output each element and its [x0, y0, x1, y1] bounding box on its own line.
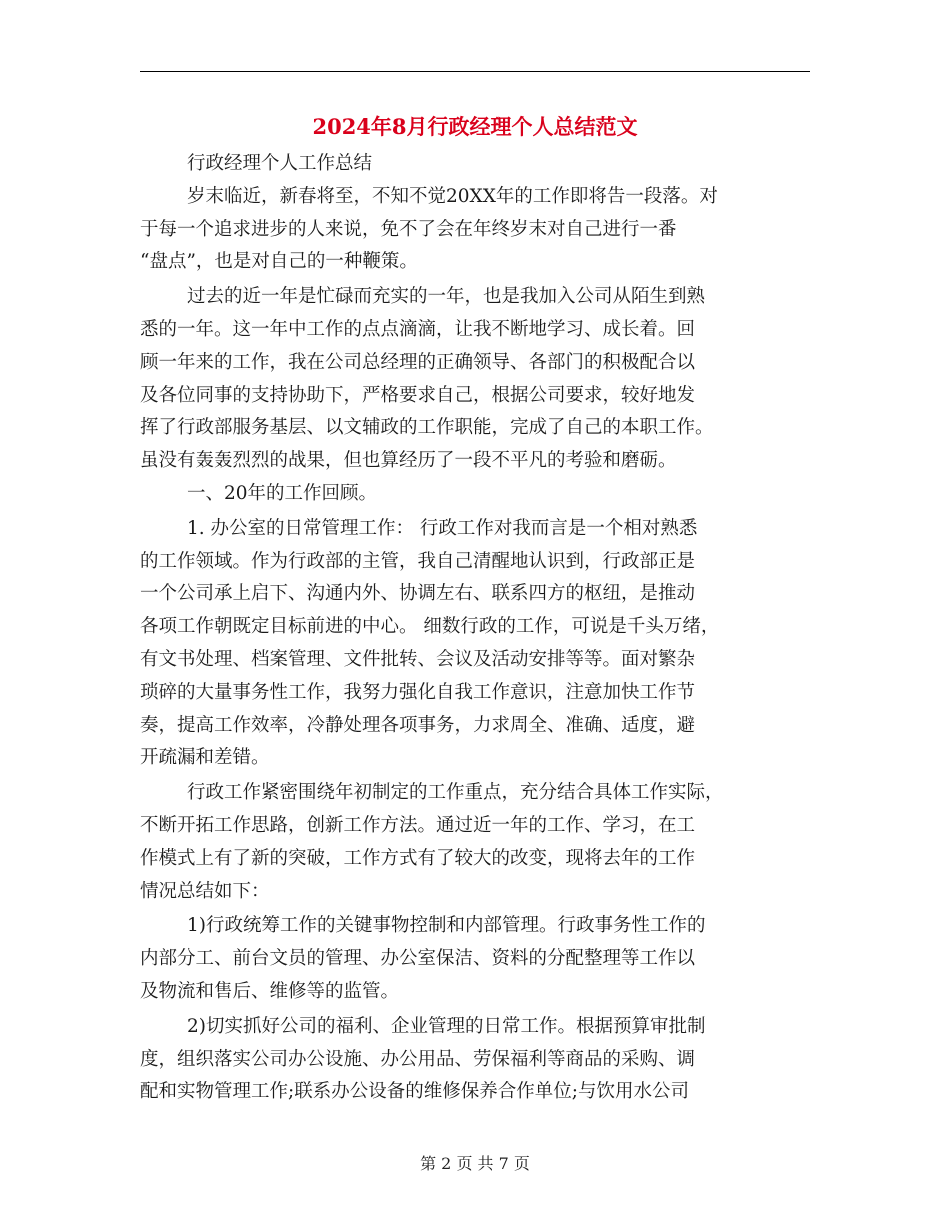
paragraph-office-management: [140, 513, 812, 775]
text-line: 度，组织落实公司办公设施、办公用品、劳保福利等商品的采购、调: [140, 1048, 696, 1070]
text-line: 有文书处理、档案管理、文件批转、会议及活动安排等等。面对繁杂: [140, 648, 696, 670]
text-line: 行政经理个人工作总结: [187, 153, 373, 174]
paragraph-item-1: [140, 910, 812, 1008]
text-line: 及各位同事的支持协助下，严格要求自己，根据公司要求，较好地发: [140, 384, 696, 406]
text-line: 作模式上有了新的突破，工作方式有了较大的改变，现将去年的工作: [140, 847, 696, 869]
text-line: 配和实物管理工作;联系办公设备的维修保养合作单位;与饮用水公司: [140, 1081, 689, 1103]
paragraph-work-focus: [140, 777, 812, 908]
text-line: 及物流和售后、维修等的监管。: [140, 980, 400, 1002]
text-line: 情况总结如下：: [140, 880, 270, 902]
text-line: 内部分工、前台文员的管理、办公室保洁、资料的分配整理等工作以: [140, 948, 696, 970]
text-line: 顾一年来的工作，我在公司总经理的正确领导、各部门的积极配合以: [140, 351, 696, 373]
text-line: 一个公司承上启下、沟通内外、协调左右、联系四方的枢纽，是推动: [140, 583, 696, 605]
text-line: 过去的近一年是忙碌而充实的一年，也是我加入公司从陌生到熟: [187, 286, 706, 308]
text-line: 虽没有轰轰烈烈的战果，但也算经历了一段不平凡的考验和磨砺。: [140, 450, 677, 472]
text-line: 开疏漏和差错。: [140, 747, 270, 769]
text-line: 琐碎的大量事务性工作，我努力强化自我工作意识，注意加快工作节: [140, 681, 696, 703]
text-line: 岁末临近，新春将至，不知不觉20XX年的工作即将告一段落。对: [187, 185, 718, 207]
text-line: 2)切实抓好公司的福利、企业管理的日常工作。根据预算审批制: [187, 1015, 706, 1037]
text-line: 悉的一年。这一年中工作的点点滴滴，让我不断地学习、成长着。回: [140, 318, 696, 340]
text-line: 一、20年的工作回顾。: [187, 482, 378, 504]
page-number: 第 2 页 共 7 页: [420, 1154, 530, 1173]
text-line: “盘点”，也是对自己的一种鞭策。: [140, 251, 418, 273]
text-line: 的工作领域。作为行政部的主管，我自己清醒地认识到，行政部正是: [140, 550, 696, 572]
header-rule: [140, 71, 810, 72]
paragraph-item-2: [140, 1011, 812, 1109]
text-line: 1)行政统筹工作的关键事物控制和内部管理。行政事务性工作的: [187, 915, 706, 937]
text-line: 不断开拓工作思路，创新工作方法。通过近一年的工作、学习，在工: [140, 814, 696, 836]
section-heading: [140, 478, 812, 511]
text-line: 各项工作朝既定目标前进的中心。 细数行政的工作，可说是千头万绪，: [140, 616, 720, 638]
paragraph-intro: [140, 181, 812, 279]
text-line: 奏，提高工作效率，冷静处理各项事务，力求周全、准确、适度，避: [140, 714, 696, 736]
paragraph-year-review: [140, 281, 812, 478]
text-line: 于每一个追求进步的人来说，免不了会在年终岁末对自己进行一番: [140, 218, 677, 240]
text-line: 行政工作紧密围绕年初制定的工作重点，充分结合具体工作实际，: [187, 782, 724, 804]
document-body: [140, 148, 812, 1109]
text-line: 挥了行政部服务基层、以文辅政的工作职能，完成了自己的本职工作。: [140, 417, 714, 439]
document-title: 2024年8月行政经理个人总结范文: [312, 114, 638, 139]
text-line: 1. 办公室的日常管理工作： 行政工作对我而言是一个相对熟悉: [187, 517, 698, 539]
paragraph-subtitle: [140, 148, 812, 181]
